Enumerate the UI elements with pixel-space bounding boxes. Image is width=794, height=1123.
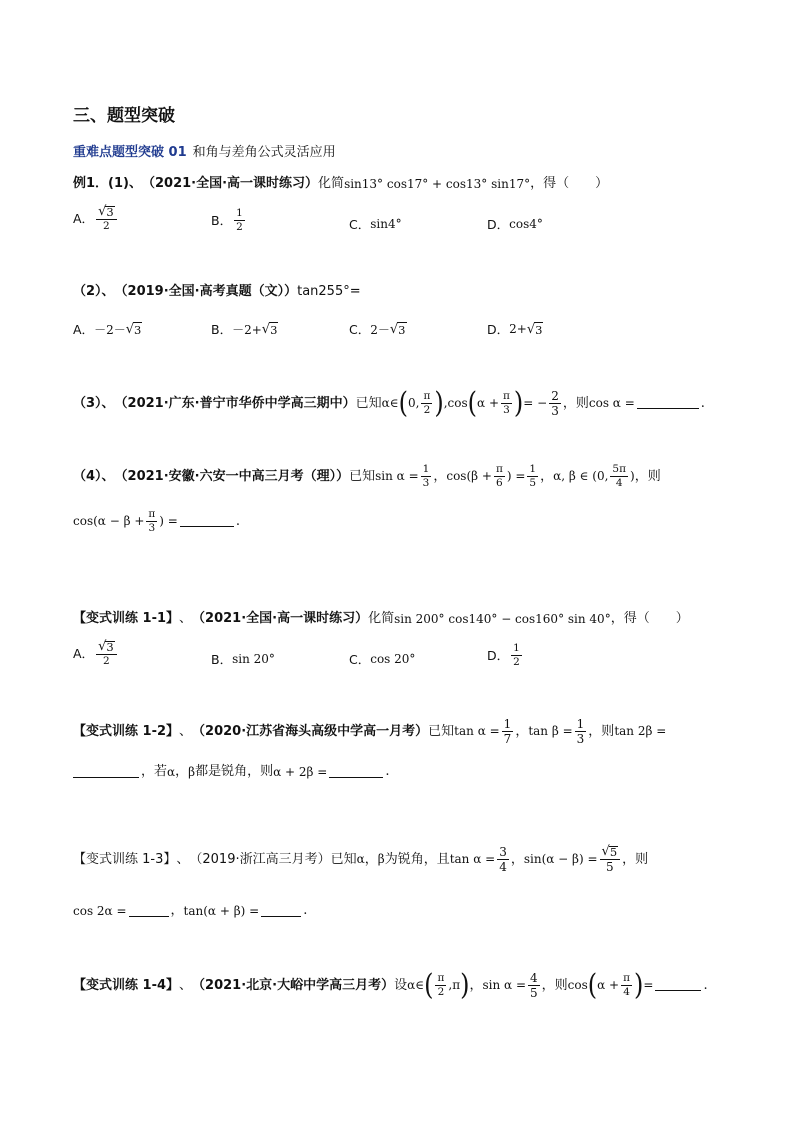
option-label: D． [487,648,510,663]
v1-text-after: ，得（ ） [610,611,689,626]
fraction [511,643,522,667]
v4-then: ，则 [541,977,568,993]
ex1-q2-option-a: A． －2－ √ 3 [73,321,142,337]
topic-label: 重难点题型突破 01 [73,145,187,160]
ex1-prefix: 例1．(1)、 [73,176,142,191]
ex1-q1-option-a [73,205,119,232]
option-value: cos 20° [370,652,416,666]
v1-option-d [487,643,524,667]
option-value: cos4° [509,217,543,231]
ex1-q4-sin-alpha: sin α = [375,469,419,483]
fraction [528,972,540,999]
answer-blank[interactable] [655,979,701,991]
v1-expr: sin 200° cos140° − cos160° sin 40° [394,611,611,626]
v2-sep: 、 [179,723,193,739]
sqrt-value: 3 [134,322,142,337]
ex1-q4-range: α, β ∈ (0, [553,469,609,483]
ex1-q3-alpha-plus: α + [477,396,500,410]
fraction-den: 5 [529,476,537,489]
v1-stem [73,612,689,625]
fraction-den: 2 [437,985,445,998]
fraction-den: 5 [530,985,538,1000]
option-label: A． [73,322,95,337]
ex1-q1-option-c [349,215,402,233]
sqrt-value: 5 [609,844,618,859]
answer-blank[interactable] [180,515,234,527]
v4-sep: 、 [179,977,193,993]
topic-name: 和角与差角公式灵活应用 [192,145,336,160]
v4-alpha-plus: α + [597,978,620,992]
v1-option-a [73,640,119,667]
fraction [549,390,561,417]
fraction: √ 5 5 [600,845,621,873]
v2-acute: 都是锐角，则 [195,764,274,779]
v2-tag: 【变式训练 1-2】 [73,723,180,739]
fraction [435,973,446,997]
option-before: －2－ [94,322,126,337]
ex1-q3-interval-left: 0, [408,396,420,410]
fraction-num: 1 [529,463,537,475]
ex1-q4-prefix: （4）、 [73,468,115,484]
ex1-q3-alpha-in: α∈ [381,396,399,410]
ex1-q2-option-c: C． 2－ √ 3 [349,321,406,337]
fraction-num: 1 [576,716,585,731]
v2-then: ，则 [588,723,615,739]
v3-acute: 为锐角，且 [384,851,450,867]
option-label: C． [349,652,371,667]
fraction [610,464,628,488]
ex1-q1-expr: sin13° cos17° + cos13° sin17° [344,176,531,191]
v4-equals: = [643,978,654,992]
v3-tan-sum: tan(α + β) = [183,903,260,918]
fraction [494,464,505,488]
fraction-den: 3 [503,403,510,416]
fraction-num: 2 [551,388,559,403]
option-before: 2－ [370,322,390,337]
fraction [501,391,512,415]
fraction [234,208,245,232]
answer-blank[interactable] [129,905,169,917]
fraction-den: 2 [103,220,110,232]
v3-sep: 、 [176,851,190,867]
fraction-num: π [623,972,631,984]
ex1-q3-then: ，则 [562,395,589,411]
v1-sep: 、 [179,611,193,626]
option-label: B． [211,322,233,337]
ex1-q1-option-d [487,215,543,233]
v2-stem: 【变式训练 1-2】 、 （2020·江苏省海头高级中学高一月考） 已知 tan α = $\frac{1}{7}$ ， tan β = $\frac{1}{3}$ ，则 tan 2β = [73,716,667,746]
ex1-q3-text-before: 已知 [355,395,382,411]
v2-sum: α + 2β = [273,764,328,779]
v3-stem: 【变式训练 1-3】 、 （2019·浙江高三月考） 已知 α ， β 为锐角，且 tan α = $\frac{3}{4}$ ， sin(α − β) = √ 5 5 ，则 [73,844,649,874]
ex1-q3-equals: = − [523,396,548,410]
ex1-q4-stem: （4）、 （2021·安徽·六安一中高三月考（理）） 已知 sin α = $\frac{1}{3}$ ， cos(β + $\frac{\pi}{6}$ ) = $\frac{1}{5}$ ， α, β ∈ (0, $\frac{5\pi}{4}$ ) ，则 [73,463,661,489]
fraction-num: 3 [499,844,507,859]
option-label: C． [349,322,371,337]
v3-comma: ， [364,851,378,867]
period: . [303,903,308,918]
sqrt-value: 3 [106,204,114,219]
sqrt-value: 3 [398,322,406,337]
fraction-den: 2 [513,655,520,668]
fraction-den: 3 [148,521,156,534]
fraction-num: 1 [503,716,512,731]
ex1-q2-option-b: B． －2+ √ 3 [211,321,278,337]
fraction [527,464,538,488]
ex1-q4-text-before: 已知 [349,468,376,484]
option-before: 2+ [509,322,527,336]
topic-heading [73,146,336,159]
v3-source: （2019·浙江高三月考） [189,851,331,867]
fraction-den: 7 [503,731,512,746]
fraction-num: 5π [612,463,627,475]
sqrt-value: 3 [270,322,278,337]
ex1-q4-close-eq: ) = [506,469,526,483]
ex1-q1-option-b [211,208,247,232]
answer-blank[interactable] [637,397,699,409]
option-label: A． [73,646,95,662]
v4-sin-a: sin α = [482,978,526,992]
fraction-num: π [495,463,503,475]
option-label: C． [349,217,371,232]
fraction [497,846,509,873]
option-label: A． [73,211,95,227]
v4-cos: cos [567,978,588,992]
v1-option-c [349,650,415,668]
ex1-q1-text-after: ，得（ ） [530,176,609,191]
ex1-q4-line2 [73,506,240,536]
ex1-q2-source: （2019·全国·高考真题（文）） [114,284,298,299]
ex1-q2-option-d: D． 2+ √ 3 [487,321,543,337]
ex1-q2-prefix: （2）、 [73,284,115,299]
ex1-q3-cos: ,cos [443,396,468,410]
ex1-q3-prefix: （3）、 [73,395,115,411]
v2-comma: ， [175,764,189,779]
fraction-den: 4 [499,859,507,874]
option-label: D． [487,322,510,337]
ex1-q3-source: （2021·广东·普宁市华侨中学高三期中） [114,395,356,411]
v1-tag: 【变式训练 1-1】 [73,611,180,626]
v2-tan-b: tan β = [528,724,573,738]
v1-option-b [211,650,275,668]
ex1-q4-source: （2021·安徽·六安一中高三月考（理）） [114,468,350,484]
fraction-den: 4 [623,985,630,998]
v4-alpha-in: α∈ [407,978,425,992]
v2-beta: β [188,764,196,779]
v3-tag: 【变式训练 1-3】 [73,851,177,867]
fraction [146,509,157,533]
option-before: －2+ [232,322,262,337]
fraction-den: 4 [615,476,623,489]
v2-alpha: α [167,764,176,779]
ex1-q2-stem [73,285,361,298]
fraction [575,718,587,745]
fraction: √ 3 2 [96,205,117,232]
fraction [621,973,632,997]
fraction-num: π [148,508,156,520]
fraction-den: 5 [606,860,614,874]
ex1-q1-stem [73,177,608,190]
sqrt-value: 3 [106,639,114,654]
v4-stem: 【变式训练 1-4】 、 （2021·北京·大峪中学高三月考） 设 α∈ ( $\frac{\pi}{2}$ ,π ) ， sin α = $\frac{4}{5}$ ，则 cos ( α + $\frac{\pi}{4}$ ) = . [73,968,708,1002]
v4-source: （2021·北京·大峪中学高三月考） [192,977,395,993]
v3-sin-diff: sin(α − β) = [523,852,598,866]
period: . [703,977,708,993]
ex1-q2-text: tan255°= [297,284,361,299]
ex1-q4-line2-close: ) = [159,514,178,528]
v3-line2: cos 2α = ， tan(α + β) = . [73,903,308,918]
v3-tan-a: tan α = [449,852,496,866]
option-label: B． [211,652,233,667]
v2-source: （2020·江苏省海头高级中学高一月考） [192,723,429,739]
fraction-num: π [423,390,431,402]
option-value: sin4° [370,217,402,231]
fraction-den: 2 [236,220,243,233]
ex1-q1-source: （2021·全国·高一课时练习） [141,176,319,191]
section-title: 三、题型突破 [73,106,175,126]
fraction-den: 3 [551,403,559,418]
ex1-q4-cos-beta: cos(β + [446,469,492,483]
v3-alpha: α [356,852,365,866]
fraction-den: 2 [103,655,110,667]
ex1-q4-range-close: ) [630,469,635,483]
v2-line2-mid: ，若 [141,764,168,779]
v4-interval-right: ,π [448,978,461,992]
period: . [385,764,390,779]
v1-source: （2021·全国·高一课时练习） [192,611,369,626]
answer-blank[interactable] [73,766,139,778]
fraction [502,718,514,745]
fraction-num: 1 [236,207,243,219]
sqrt-value: 3 [535,322,543,337]
ex1-q4-then: ，则 [634,468,661,484]
v2-text-before: 已知 [428,723,455,739]
v2-tan2b: tan 2β = [614,724,667,738]
answer-blank[interactable] [261,905,301,917]
period: . [235,513,240,529]
v4-tag: 【变式训练 1-4】 [73,977,180,993]
ex1-q3-cos-alpha: cos α = [588,396,635,410]
v2-tan-a: tan α = [454,724,500,738]
fraction-num: 1 [513,642,520,654]
fraction-num: π [503,390,510,402]
ex1-q3-stem: （3）、 （2021·广东·普宁市华侨中学高三期中） 已知 α∈ ( 0, $\frac{\pi}{2}$ ) ,cos ( α + $\frac{\pi}{3}$ ) = − $\frac{2}{3}$ ，则 cos α = . [73,386,705,420]
fraction [421,391,432,415]
option-label: D． [487,217,510,232]
fraction-den: 3 [576,731,585,746]
v3-then: ，则 [622,851,649,867]
fraction [421,464,432,488]
fraction-num: 4 [530,970,538,985]
v4-text-before: 设 [394,977,408,993]
v3-text-before: 已知 [330,851,357,867]
option-value: sin 20° [232,652,275,666]
v3-cos2a: cos 2α = [73,903,127,918]
period: . [700,395,705,411]
v1-text-before: 化简 [368,611,395,626]
answer-blank[interactable] [329,766,383,778]
fraction-den: 3 [422,476,430,489]
fraction-den: 2 [423,403,431,416]
fraction-den: 6 [496,476,503,489]
ex1-q1-text-before: 化简 [318,176,345,191]
fraction: √ 3 2 [96,640,117,667]
fraction-num: 1 [422,463,430,475]
v3-beta: β [377,852,385,866]
ex1-q4-line2-expr: cos(α − β + [73,514,145,528]
option-label: B． [211,213,233,228]
v2-line2 [73,765,389,778]
fraction-num: π [437,972,445,984]
